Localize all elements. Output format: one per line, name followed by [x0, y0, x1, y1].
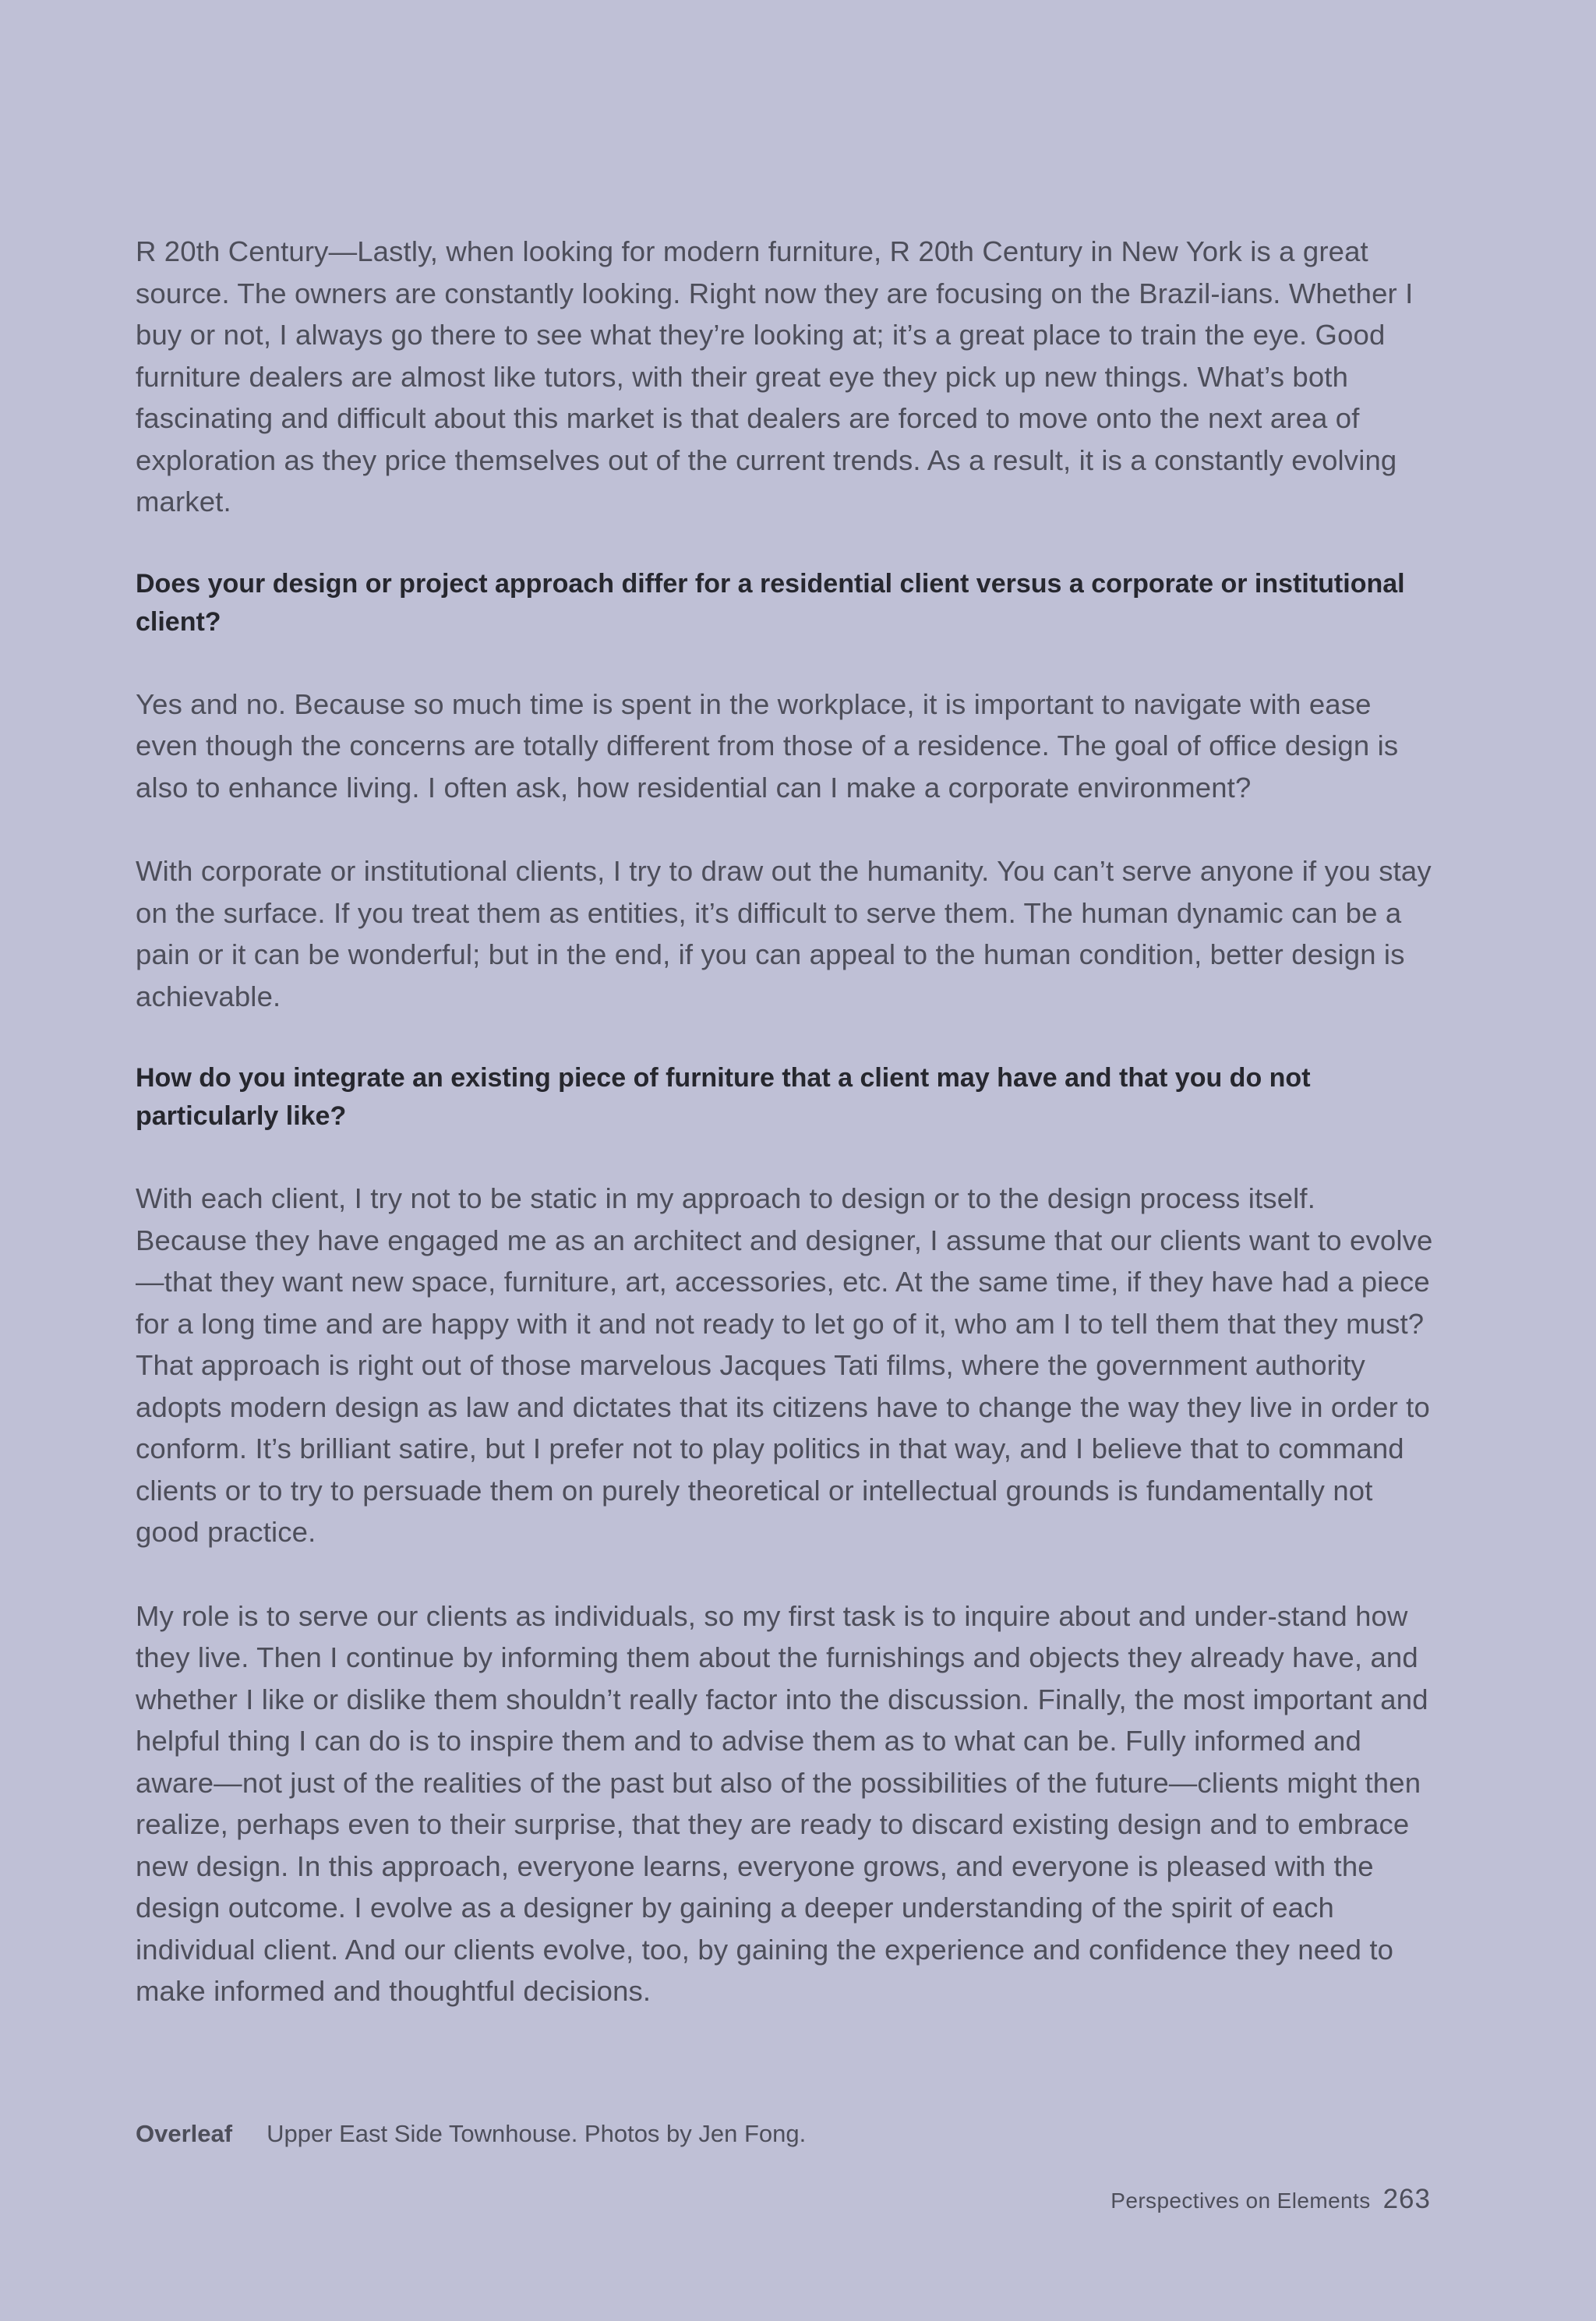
answer-paragraph: Yes and no. Because so much time is spent in the workplace, it is important to navigate with ease even though the concerns are totally different from those of a residence. The goal of office design is also to enhance living. I often ask, how residential can I make a corporate environment?: [136, 687, 1399, 804]
answer-paragraph: With corporate or institutional clients, I try to draw out the humanity. You can’t serve anyone if you stay on the surface. If you treat them as entities, it’s difficult to serve them. The human dynamic can be a pain or it can be wonderful; but in the end, if you can appeal to the human condition, better design is achievable.: [136, 855, 1432, 1012]
photo-caption: [136, 2118, 806, 2150]
article-body: [136, 231, 1434, 2054]
paragraph-r20th-century: R 20th Century—Lastly, when looking for modern furniture, R 20th Century in New York is a great source. The owners are constantly looking. Right now they are focusing on the Brazil-ians. Whether I buy or not, I always go there to see what they’re looking at; it’s a great place to train the eye. Good furniture dealers are almost like tutors, with their great eye they pick up new things. What’s both fascinating and difficult about this market is that dealers are forced to move onto the next area of exploration as they price themselves out of the current trends. As a result, it is a constantly evolving market.: [136, 235, 1414, 518]
question-existing-furniture: How do you integrate an existing piece of furniture that a client may have and that you do not particularly like?: [136, 1063, 1311, 1131]
question-residential-vs-corporate: Does your design or project approach differ for a residential client versus a corporate or institutional client?: [136, 568, 1405, 637]
answer-paragraph: With each client, I try not to be static in my approach to design or to the design process itself. Because they have engaged me as an architect and designer, I assume that our clients want to evolve—that they want new space, furniture, art, accessories, etc. At the same time, if they have had a piece for a long time and are happy with it and not ready to let go of it, who am I to tell them that they must? That approach is right out of those marvelous Jacques Tati films, where the government authority adopts modern design as law and dictates that its citizens have to change the way they live in order to conform. It’s brilliant satire, but I prefer not to play politics in that way, and I believe that to command clients or to try to persuade them on purely theoretical or intellectual grounds is fundamentally not good practice.: [136, 1182, 1433, 1548]
caption-label: Overleaf: [136, 2120, 233, 2147]
page-number: 263: [1382, 2184, 1431, 2214]
answer-paragraph: My role is to serve our clients as individuals, so my first task is to inquire about and under-stand how they live. Then I continue by informing them about the furnishings and objects they already have, and whether I like or dislike them shouldn’t really factor into the discussion. Finally, the most important and helpful thing I can do is to inspire them and to advise them as to what can be. Fully informed and aware—not just of the realities of the past but also of the possibilities of the future—clients might then realize, perhaps even to their surprise, that they are ready to discard existing design and to embrace new design. In this approach, everyone learns, everyone grows, and everyone is pleased with the design outcome. I evolve as a designer by gaining a deeper understanding of the spirit of each individual client. And our clients evolve, too, by gaining the experience and confidence they need to make informed and thoughtful decisions.: [136, 1599, 1428, 2007]
running-footer-section: Perspectives on Elements: [1110, 2189, 1371, 2213]
caption-text: Upper East Side Townhouse. Photos by Jen Fong.: [267, 2120, 807, 2147]
page-footer: [1110, 2184, 1431, 2215]
